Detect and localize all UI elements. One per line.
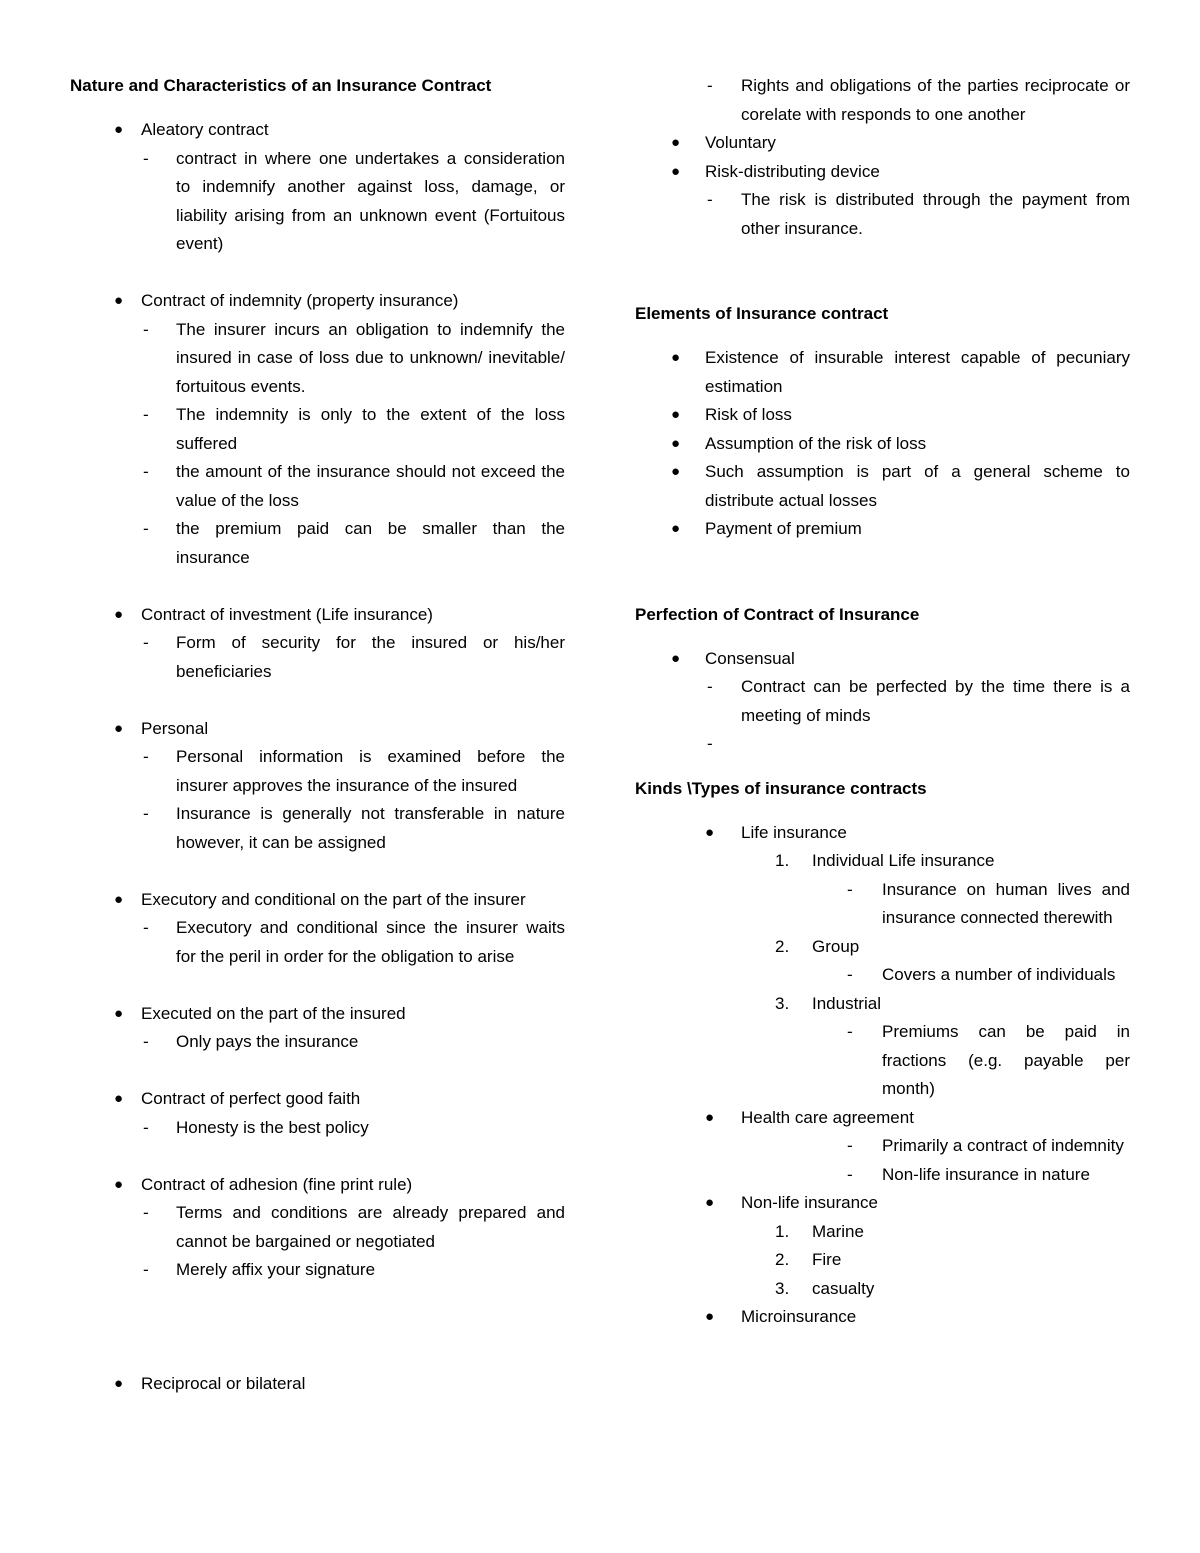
- dash-text: Covers a number of individuals: [882, 965, 1116, 984]
- numbered-text: casualty: [812, 1278, 875, 1298]
- dash-text: the amount of the insurance should not exceed the value of the loss: [176, 462, 565, 510]
- bullet-icon: ●: [114, 292, 124, 309]
- bullet-item: [635, 430, 1130, 459]
- bullet-icon: ●: [114, 121, 124, 138]
- number-marker: 1.: [775, 1221, 790, 1241]
- bullet-text: Non-life insurance: [741, 1193, 879, 1212]
- bullet-item: [70, 601, 565, 630]
- dash-text: Terms and conditions are already prepared and cannot be bargained or negotiated: [176, 1203, 565, 1251]
- number-marker: 3.: [775, 993, 790, 1013]
- bullet-text: Existence of insurable interest capable of pecuniary estimation: [705, 348, 1130, 396]
- number-marker: 2.: [775, 1250, 790, 1269]
- numbered-item: [635, 933, 1130, 962]
- bullet-item: [635, 1104, 1130, 1133]
- dash-icon: -: [707, 677, 713, 696]
- dash-icon: -: [143, 804, 149, 823]
- bullet-item: [70, 116, 565, 145]
- dash-item: [70, 914, 565, 971]
- bullet-item: [635, 401, 1130, 430]
- dash-icon: -: [143, 1203, 149, 1222]
- dash-text: Only pays the insurance: [176, 1032, 359, 1051]
- bullet-icon: ●: [671, 520, 681, 537]
- dash-icon: -: [847, 1136, 853, 1155]
- numbered-item: [635, 990, 1130, 1019]
- dash-icon: -: [143, 918, 149, 937]
- dash-icon: -: [847, 965, 853, 984]
- bullet-icon: ●: [114, 1004, 124, 1022]
- bullet-text: Aleatory contract: [141, 120, 269, 139]
- bullet-item: [635, 819, 1130, 848]
- dash-icon: -: [847, 1022, 853, 1041]
- numbered-text: Individual Life insurance: [812, 851, 995, 870]
- bullet-item: [635, 129, 1130, 158]
- bullet-text: Life insurance: [741, 822, 847, 842]
- dash-icon: -: [143, 1260, 149, 1279]
- bullet-icon: ●: [705, 1108, 715, 1126]
- bullet-item: [635, 515, 1130, 544]
- bullet-item: [635, 158, 1130, 187]
- dash-icon: -: [143, 633, 149, 652]
- bullet-text: Consensual: [705, 648, 795, 668]
- dash-text: The insurer incurs an obligation to indemnify the insured in case of loss due to unknown/ inevitable/ fortuitous events.: [176, 319, 565, 396]
- bullet-icon: ●: [114, 605, 124, 623]
- bullet-text: Such assumption is part of a general scheme to distribute actual losses: [705, 462, 1130, 510]
- bullet-icon: ●: [671, 463, 681, 480]
- dash-item: [70, 145, 565, 259]
- bullet-item: [635, 645, 1130, 674]
- dash-icon: -: [143, 405, 149, 424]
- bullet-item: [635, 1303, 1130, 1332]
- numbered-text: Group: [812, 936, 860, 956]
- numbered-text: Industrial: [812, 993, 881, 1013]
- bullet-icon: ●: [705, 1194, 715, 1211]
- bullet-icon: ●: [114, 890, 124, 908]
- dash-icon: -: [143, 1032, 149, 1051]
- dash-text: Executory and conditional since the insurer waits for the peril in order for the obligation to arise: [176, 918, 565, 966]
- bullet-text: Contract of investment (Life insurance): [141, 604, 433, 624]
- bullet-item: [70, 1171, 565, 1200]
- bullet-text: Contract of adhesion (fine print rule): [141, 1174, 413, 1194]
- dash-item: [70, 401, 565, 458]
- dash-item: [635, 186, 1130, 243]
- dash-item: [70, 1114, 565, 1143]
- dash-icon: -: [143, 319, 149, 339]
- dash-item: [70, 743, 565, 800]
- section-heading-perfection: Perfection of Contract of Insurance: [635, 604, 920, 624]
- numbered-item: [635, 847, 1130, 876]
- bullet-text: Payment of premium: [705, 519, 862, 538]
- dash-item: [635, 961, 1130, 990]
- dash-icon: -: [143, 519, 149, 538]
- bullet-text: Executed on the part of the insured: [141, 1003, 406, 1023]
- bullet-item: [70, 715, 565, 744]
- dash-icon: -: [143, 1117, 149, 1137]
- left-column: [70, 72, 565, 1398]
- dash-text: Rights and obligations of the parties reciprocate or corelate with responds to one another: [741, 76, 1130, 124]
- bullet-text: Risk-distributing device: [705, 161, 880, 181]
- bullet-text: Risk of loss: [705, 405, 792, 424]
- bullet-text: Health care agreement: [741, 1107, 914, 1127]
- bullet-text: Assumption of the risk of loss: [705, 433, 927, 453]
- bullet-text: Contract of indemnity (property insurance): [141, 291, 459, 310]
- bullet-item: [635, 458, 1130, 515]
- bullet-item: [70, 1000, 565, 1029]
- number-marker: 3.: [775, 1278, 790, 1298]
- right-column: [635, 72, 1130, 1332]
- numbered-text: Marine: [812, 1221, 864, 1241]
- dash-item: [635, 876, 1130, 933]
- dash-item: [70, 629, 565, 686]
- numbered-text: Fire: [812, 1250, 842, 1269]
- bullet-icon: ●: [705, 823, 715, 841]
- dash-text: Premiums can be paid in fractions (e.g. payable per month): [882, 1022, 1130, 1098]
- bullet-icon: ●: [114, 1374, 124, 1392]
- section-heading-kinds: Kinds \Types of insurance contracts: [635, 778, 927, 798]
- numbered-item: [635, 1246, 1130, 1275]
- dash-text: Insurance on human lives and insurance connected therewith: [882, 879, 1130, 927]
- dash-item: [635, 1018, 1130, 1104]
- bullet-icon: ●: [671, 434, 681, 452]
- bullet-icon: ●: [114, 1175, 124, 1193]
- dash-text: Personal information is examined before the insurer approves the insurance of the insured: [176, 747, 565, 795]
- dash-icon: -: [847, 1164, 853, 1184]
- dash-item: [70, 515, 565, 572]
- bullet-icon: ●: [671, 406, 681, 423]
- dash-text: Primarily a contract of indemnity: [882, 1136, 1124, 1155]
- dash-item: [635, 1132, 1130, 1161]
- bullet-icon: ●: [114, 1090, 124, 1107]
- bullet-text: Reciprocal or bilateral: [141, 1373, 306, 1393]
- bullet-icon: ●: [705, 1308, 715, 1325]
- dash-text: The indemnity is only to the extent of the loss suffered: [176, 405, 565, 453]
- bullet-icon: ●: [671, 134, 681, 151]
- bullet-icon: ●: [671, 162, 681, 180]
- dash-text: Honesty is the best policy: [176, 1117, 369, 1137]
- dash-item: [70, 458, 565, 515]
- dash-icon: -: [143, 462, 149, 481]
- dash-text: Merely affix your signature: [176, 1260, 376, 1279]
- dash-icon: -: [847, 879, 853, 899]
- dash-icon: -: [143, 148, 149, 168]
- dash-text: Non-life insurance in nature: [882, 1164, 1090, 1184]
- dash-text: Form of security for the insured or his/her beneficiaries: [176, 633, 565, 681]
- numbered-item: [635, 1218, 1130, 1247]
- dash-icon: -: [707, 76, 713, 95]
- bullet-text: Microinsurance: [741, 1307, 857, 1326]
- dash-item: [70, 1028, 565, 1057]
- dash-item: [635, 72, 1130, 129]
- dash-text: The risk is distributed through the payment from other insurance.: [741, 190, 1130, 238]
- dash-item: [635, 673, 1130, 730]
- section-heading-nature: Nature and Characteristics of an Insurance Contract: [70, 76, 492, 95]
- bullet-icon: ●: [114, 719, 124, 737]
- dash-item: [70, 1199, 565, 1256]
- number-marker: 1.: [775, 851, 790, 870]
- numbered-item: [635, 1275, 1130, 1304]
- dash-icon: -: [143, 747, 149, 766]
- dash-item: [70, 800, 565, 857]
- section-heading-elements: Elements of Insurance contract: [635, 304, 889, 323]
- dash-text: Insurance is generally not transferable in nature however, it can be assigned: [176, 804, 565, 852]
- bullet-item: [70, 886, 565, 915]
- bullet-item: [70, 1085, 565, 1114]
- bullet-text: Executory and conditional on the part of the insurer: [141, 889, 526, 909]
- number-marker: 2.: [775, 936, 790, 956]
- bullet-item: [70, 1370, 565, 1399]
- dash-text: contract in where one undertakes a consideration to indemnify another against loss, damage, or liability arising from an unknown event (Fortuitous event): [176, 148, 565, 253]
- dash-item: [70, 1256, 565, 1285]
- dash-item: [635, 1161, 1130, 1190]
- bullet-text: Voluntary: [705, 133, 776, 152]
- bullet-item: [635, 1189, 1130, 1218]
- dash-icon: -: [707, 734, 713, 753]
- bullet-text: Contract of perfect good faith: [141, 1089, 361, 1108]
- bullet-item: [70, 287, 565, 316]
- bullet-icon: ●: [671, 349, 681, 366]
- dash-text: Contract can be perfected by the time there is a meeting of minds: [741, 677, 1130, 725]
- dash-icon: -: [707, 190, 713, 209]
- bullet-text: Personal: [141, 718, 209, 738]
- dash-text: the premium paid can be smaller than the insurance: [176, 519, 565, 567]
- bullet-icon: ●: [671, 649, 681, 667]
- dash-item: [70, 316, 565, 402]
- dash-item: [635, 730, 1130, 759]
- bullet-item: [635, 344, 1130, 401]
